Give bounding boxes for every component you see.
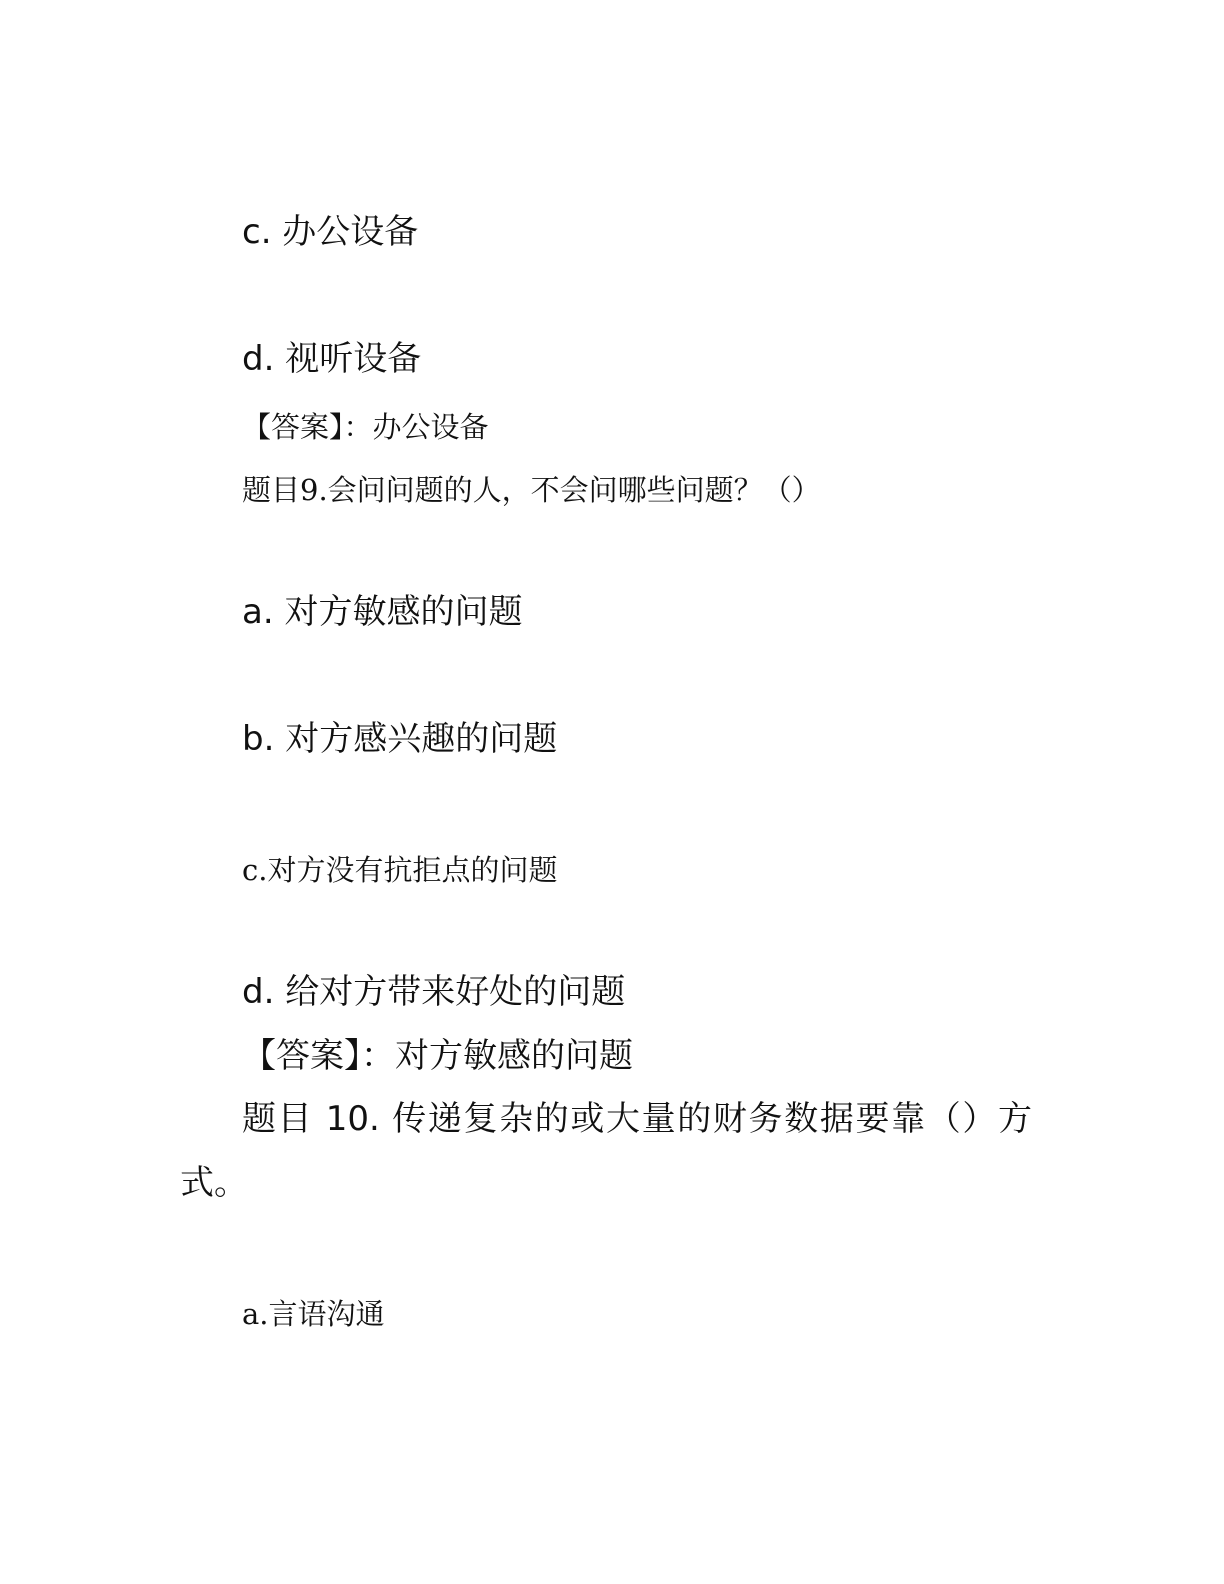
q8-option-d: d. 视听设备 [242,339,422,379]
q9-option-d: d. 给对方带来好处的问题 [242,972,626,1012]
q10-option-a: a.言语沟通 [242,1297,385,1331]
q10-question-line2: 式。 [180,1163,248,1203]
q8-option-c: c. 办公设备 [242,212,419,252]
q9-answer: 【答案】：对方敏感的问题 [242,1036,633,1076]
q9-question: 题目9.会问问题的人，不会问哪些问题？（） [242,473,821,507]
q9-option-b: b. 对方感兴趣的问题 [242,719,558,759]
q9-option-c: c.对方没有抗拒点的问题 [242,853,558,887]
q9-option-a: a. 对方敏感的问题 [242,592,523,632]
q10-question-line1: 题目 10. 传递复杂的或大量的财务数据要靠（）方 [242,1099,1032,1139]
q8-answer: 【答案】：办公设备 [242,410,489,444]
